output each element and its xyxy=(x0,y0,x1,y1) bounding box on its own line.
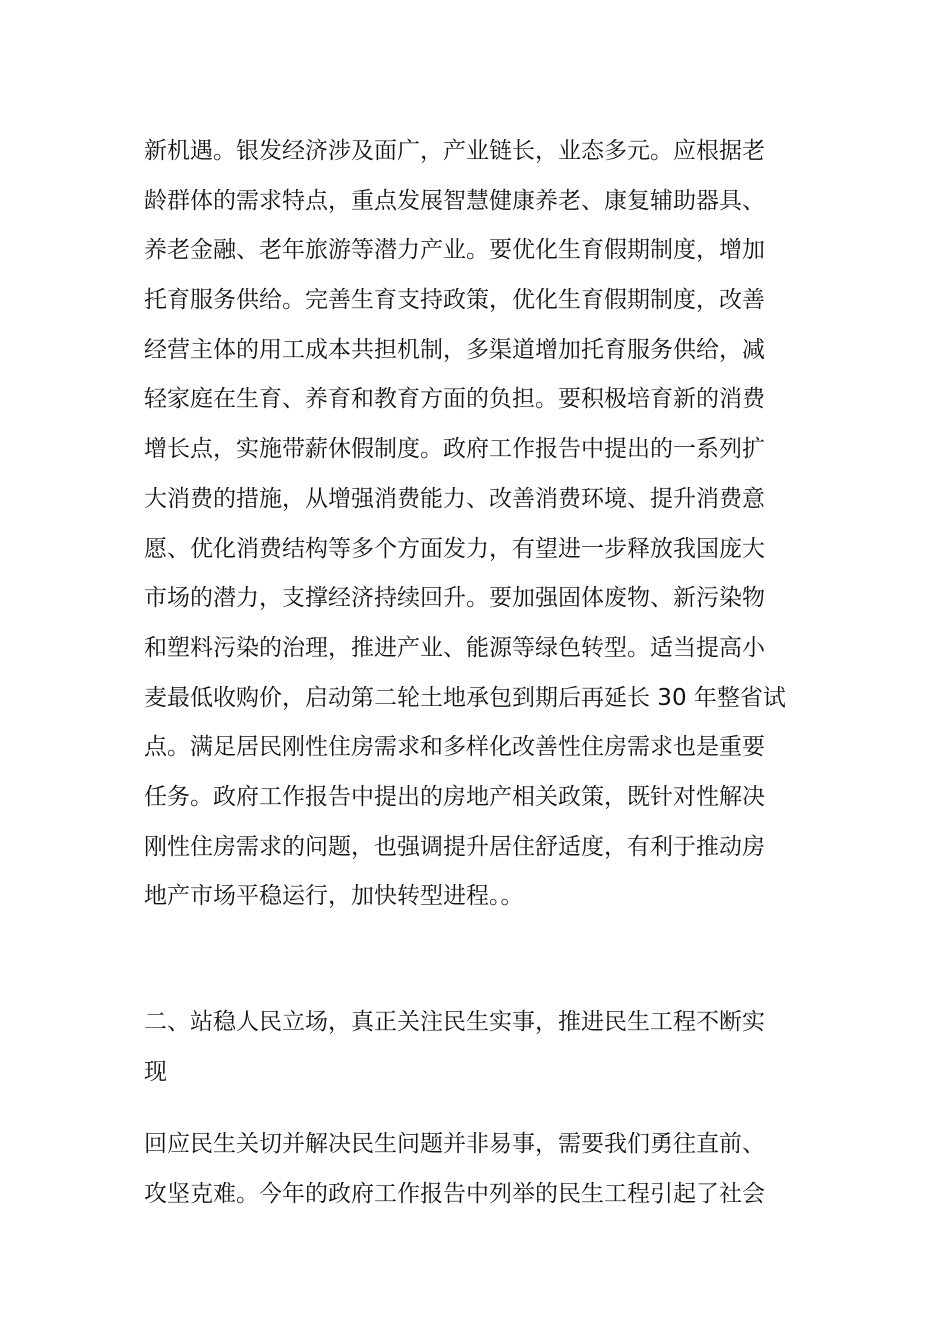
body-paragraph xyxy=(144,127,810,922)
paragraph-line: 增长点，实施带薪休假制度。政府工作报告中提出的一系列扩 xyxy=(144,436,765,463)
paragraph-line: 经营主体的用工成本共担机制，多渠道增加托育服务供给，减 xyxy=(144,336,765,363)
body-paragraph xyxy=(144,1120,810,1219)
heading-line: 现 xyxy=(144,1058,167,1085)
paragraph-line: 轻家庭在生育、养育和教育方面的负担。要积极培育新的消费 xyxy=(144,386,765,413)
paragraph-line: 攻坚克难。今年的政府工作报告中列举的民生工程引起了社会 xyxy=(144,1180,765,1207)
paragraph-line: 麦最低收购价，启动第二轮土地承包到期后再延长 30 年整省试 xyxy=(144,684,786,711)
paragraph-line: 龄群体的需求特点，重点发展智慧健康养老、康复辅助器具、 xyxy=(144,187,765,214)
paragraph-line: 和塑料污染的治理，推进产业、能源等绿色转型。适当提高小 xyxy=(144,634,765,661)
heading-line: 二、站稳人民立场，真正关注民生实事，推进民生工程不断实 xyxy=(144,1009,765,1035)
paragraph-line: 任务。政府工作报告中提出的房地产相关政策，既针对性解决 xyxy=(144,783,765,810)
paragraph-line: 养老金融、老年旅游等潜力产业。要优化生育假期制度，增加 xyxy=(144,237,765,264)
paragraph-line: 市场的潜力，支撑经济持续回升。要加强固体废物、新污染物 xyxy=(144,585,765,612)
paragraph-line: 新机遇。银发经济涉及面广，产业链长，业态多元。应根据老 xyxy=(144,138,765,164)
section-heading xyxy=(144,998,810,1097)
paragraph-line: 地产市场平稳运行，加快转型进程。。 xyxy=(144,883,524,910)
paragraph-line: 大消费的措施，从增强消费能力、改善消费环境、提升消费意 xyxy=(144,485,765,512)
paragraph-line: 愿、优化消费结构等多个方面发力，有望进一步释放我国庞大 xyxy=(144,535,765,562)
paragraph-line: 刚性住房需求的问题，也强调提升居住舒适度，有利于推动房 xyxy=(144,833,765,860)
paragraph-line: 点。满足居民刚性住房需求和多样化改善性住房需求也是重要 xyxy=(144,734,765,761)
paragraph-line: 回应民生关切并解决民生问题并非易事，需要我们勇往直前、 xyxy=(144,1131,765,1157)
paragraph-line: 托育服务供给。完善生育支持政策，优化生育假期制度，改善 xyxy=(144,287,765,314)
